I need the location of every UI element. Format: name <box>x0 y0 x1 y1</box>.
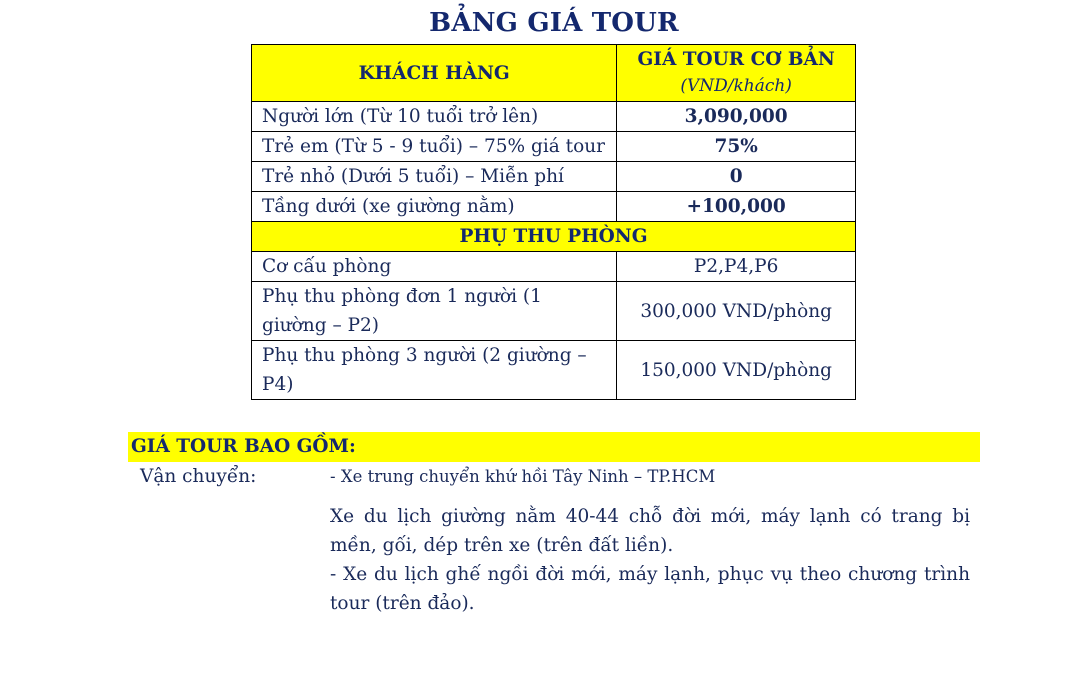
row-label: Trẻ em (Từ 5 - 9 tuổi) – 75% giá tour <box>252 132 617 162</box>
header-price <box>617 45 856 102</box>
table-header-row <box>252 45 856 102</box>
table-row <box>252 341 856 400</box>
row-label: Cơ cấu phòng <box>252 252 617 282</box>
header-customer: KHÁCH HÀNG <box>252 45 617 102</box>
table-row <box>252 192 856 222</box>
header-price-unit: (VND/khách) <box>680 76 792 96</box>
table-row <box>252 102 856 132</box>
transport-line: - Xe trung chuyển khứ hồi Tây Ninh – TP.HCM <box>330 467 716 486</box>
table-row <box>252 132 856 162</box>
transport-details <box>330 464 970 618</box>
row-value: 75% <box>617 132 856 162</box>
row-value: +100,000 <box>617 192 856 222</box>
page-title: BẢNG GIÁ TOUR <box>429 8 679 38</box>
header-price-label: GIÁ TOUR CƠ BẢN <box>637 49 835 70</box>
row-label: Trẻ nhỏ (Dưới 5 tuổi) – Miễn phí <box>252 162 617 192</box>
row-value: 3,090,000 <box>617 102 856 132</box>
price-table <box>251 44 856 400</box>
section-heading: PHỤ THU PHÒNG <box>252 222 856 252</box>
table-row <box>252 162 856 192</box>
transport-label: Vận chuyển: <box>140 466 257 487</box>
row-label: Người lớn (Từ 10 tuổi trở lên) <box>252 102 617 132</box>
row-value: 300,000 VND/phòng <box>617 282 856 341</box>
row-value: 150,000 VND/phòng <box>617 341 856 400</box>
transport-line: - Xe du lịch ghế ngồi đời mới, máy lạnh, phục vụ theo chương trình tour (trên đảo). <box>330 564 970 614</box>
includes-title: GIÁ TOUR BAO GỒM: <box>131 436 356 457</box>
row-label: Phụ thu phòng đơn 1 người (1 giường – P2) <box>252 282 617 341</box>
row-value: P2,P4,P6 <box>617 252 856 282</box>
table-row <box>252 252 856 282</box>
row-label: Tầng dưới (xe giường nằm) <box>252 192 617 222</box>
table-row <box>252 282 856 341</box>
row-value: 0 <box>617 162 856 192</box>
includes-heading-bar <box>128 432 980 462</box>
transport-line: Xe du lịch giường nằm 40-44 chỗ đời mới, máy lạnh có trang bị mền, gối, dép trên xe (trên đất liền). <box>330 506 970 556</box>
table-section-row <box>252 222 856 252</box>
row-label: Phụ thu phòng 3 người (2 giường – P4) <box>252 341 617 400</box>
